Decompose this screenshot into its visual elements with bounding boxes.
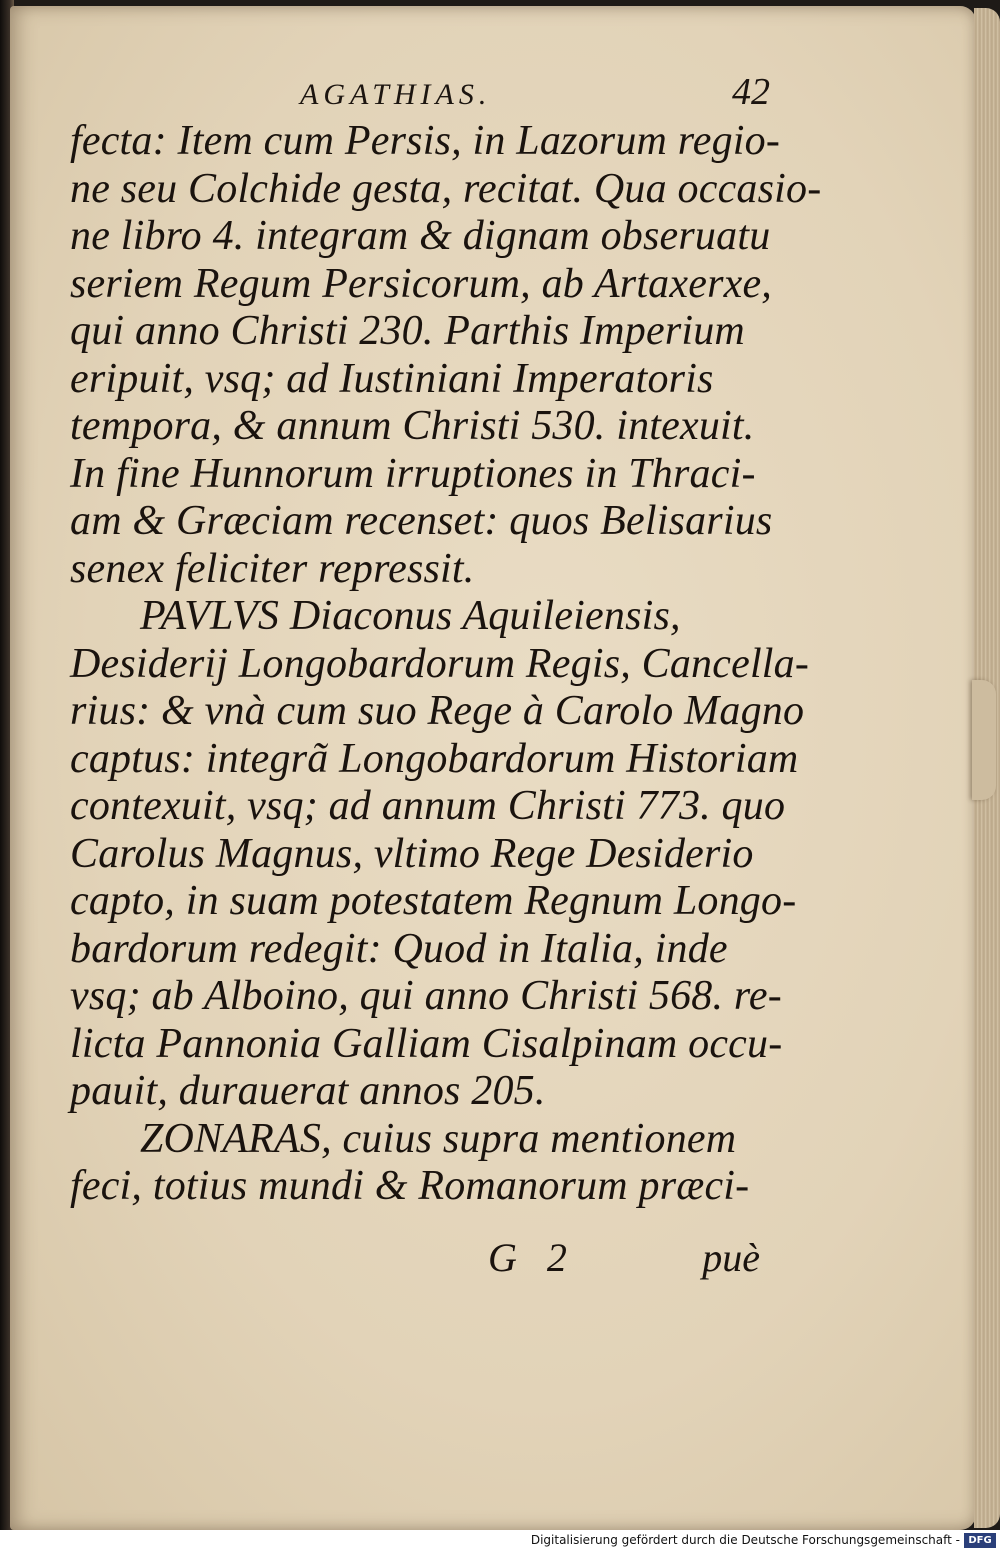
text-line: feci, totius mundi & Romanorum præci- [70,1163,750,1209]
credit-text: Digitalisierung gefördert durch die Deutsche Forschungsgemeinschaft - [530,1533,960,1547]
running-head: AGATHIAS. [300,78,492,111]
text-line: am & Græciam recenset: quos Belisarius [70,498,773,544]
paragraph-start-line: PAVLVS Diaconus Aquileiensis, [140,593,681,639]
text-line: Carolus Magnus, vltimo Rege Desiderio [70,830,754,877]
page-header [300,70,770,120]
body-text [70,118,822,1211]
text-line: ne seu Colchide gesta, recitat. Qua occasio- [70,165,822,212]
paragraph-start-line: ZONARAS, cuius supra mentionem [140,1115,737,1162]
text-line: fecta: Item cum Persis, in Lazorum regio- [70,118,781,164]
page-footer [70,1230,770,1290]
text-line: bardorum redegit: Quod in Italia, inde [70,925,728,972]
text-line: In fine Hunnorum irruptiones in Thraci- [70,450,756,497]
digitization-credit-bar [0,1530,1000,1552]
text-line: captus: integrã Longobardorum Historiam [70,735,799,782]
page-tab [972,680,996,800]
text-line: qui anno Christi 230. Parthis Imperium [70,308,745,354]
page-number: 42 [732,71,770,113]
text-line: ne libro 4. integram & dignam obseruatu [70,213,771,259]
text-line: capto, in suam potestatem Regnum Longo- [70,878,797,924]
text-line: rius: & vnà cum suo Rege à Carolo Magno [70,688,805,734]
signature-mark: G 2 [488,1235,577,1280]
catchword: puè [702,1235,760,1280]
text-line: tempora, & annum Christi 530. intexuit. [70,403,755,449]
text-line: licta Pannonia Galliam Cisalpinam occu- [70,1020,783,1067]
text-line: vsq; ab Alboino, qui anno Christi 568. re- [70,973,782,1019]
dfg-logo: DFG [964,1533,996,1548]
text-line: senex feliciter repressit. [70,545,475,592]
text-line: pauit, durauerat annos 205. [70,1068,546,1114]
text-line: seriem Regum Persicorum, ab Artaxerxe, [70,260,772,307]
text-line: contexuit, vsq; ad annum Christi 773. quo [70,783,786,829]
text-line: eripuit, vsq; ad Iustiniani Imperatoris [70,355,714,402]
text-line: Desiderij Longobardorum Regis, Cancella- [70,640,810,687]
